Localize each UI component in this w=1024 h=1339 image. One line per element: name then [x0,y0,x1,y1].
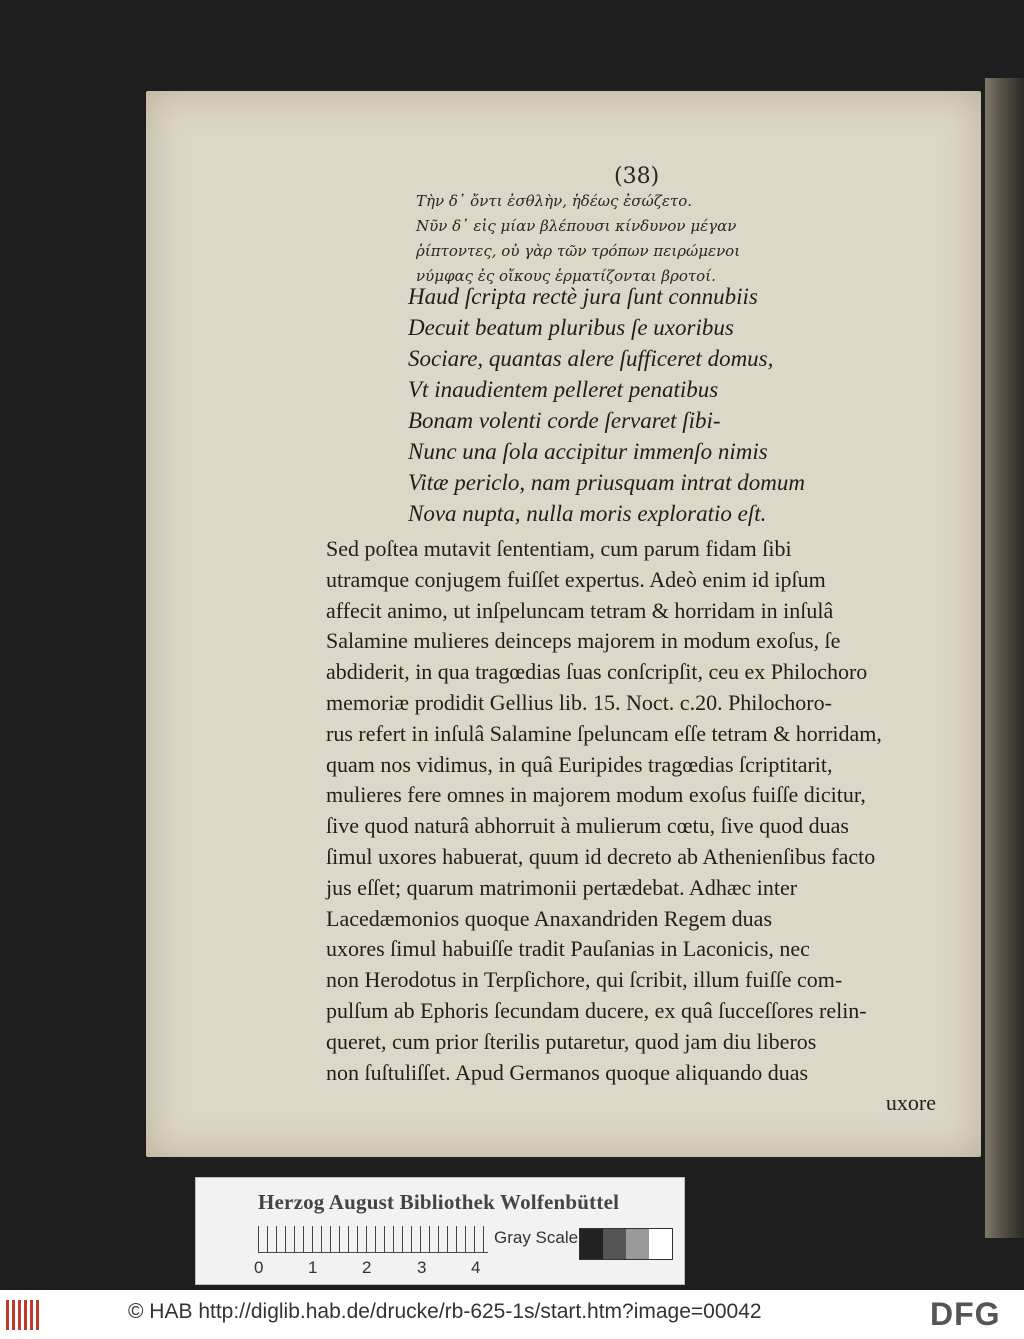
ruler-icon [258,1226,488,1252]
prose-line: abdiderit, in qua tragœdias ſuas conſcripſit, ceu ex Philochoro [326,659,868,685]
verse-line: Nunc una ſola accipitur immenſo nimis [408,439,768,464]
verse-line: Vt inaudientem pelleret penatibus [408,377,719,402]
page-number: (38) [614,164,660,189]
prose-line: mulieres fere omnes in majorem modum exoſus fuiſſe dicitur, [326,782,866,808]
ruler-number: 1 [308,1258,318,1277]
prose-line: Sed poſtea mutavit ſententiam, cum parum fidam ſibi [326,536,792,561]
ruler-number: 3 [417,1258,427,1277]
footer-bar [0,1290,1024,1339]
verse-line: Vitæ periclo, nam priusquam intrat domum [408,470,805,495]
greek-line: Τὴν δ᾽ ὄντι ἐσθλὴν, ἡδέως ἐσώζετο. [416,192,693,210]
verse-line: Bonam volenti corde ſervaret ſibi- [408,408,721,433]
ruler-number: 4 [471,1258,481,1277]
hab-logo-icon [6,1300,42,1330]
prose-line: ſimul uxores habuerat, quum id decreto ab Athenienſibus facto [326,843,876,869]
verse-line: Nova nupta, nulla moris exploratio eſt. [408,501,767,526]
dfg-logo: DFG [930,1296,1001,1332]
verse-line: Decuit beatum pluribus ſe uxoribus [408,315,734,340]
prose-line: queret, cum prior ſterilis putaretur, quod jam diu liberos [326,1028,817,1054]
prose-line: non ſuſtuliſſet. Apud Germanos quoque aliquando duas [326,1059,809,1085]
greek-line: Νῦν δ᾽ εἰς μίαν βλέπουσι κίνδυνον μέγαν [416,217,737,235]
ruler-baseline [258,1252,488,1253]
prose-line: affecit animo, ut inſpeluncam tetram & horridam in inſulâ [326,597,834,623]
prose-line: rus refert in inſulâ Salamine ſpeluncam eſſe tetram & horridam, [326,720,882,746]
prose-line: jus eſſet; quarum matrimonii pertædebat. Adhæc inter [326,874,798,900]
latin-verse-block [408,281,968,529]
verse-line: Sociare, quantas alere ſufficeret domus, [408,346,774,371]
prose-line: memoriæ prodidit Gellius lib. 15. Noct. c.20. Philochoro- [326,689,832,715]
prose-block [326,534,936,1119]
prose-line: ſive quod naturâ abhorruit à mulierum cœtu, ſive quod duas [326,813,849,839]
prose-line: quam nos vidimus, in quâ Euripides tragœdias ſcriptitarit, [326,751,833,777]
ruler-number: 2 [362,1258,372,1277]
book-page [146,91,981,1157]
swatch-black [580,1229,603,1259]
greek-verse-block [416,189,976,289]
grayscale-label: Gray Scale [494,1228,579,1247]
library-title: Herzog August Bibliothek Wolfenbüttel [258,1190,620,1214]
ruler-number: 0 [254,1258,264,1277]
swatch-dark-gray [603,1229,626,1259]
swatch-light-gray [626,1229,649,1259]
prose-line: Salamine mulieres deinceps majorem in modum exoſus, ſe [326,628,841,654]
footer-copyright-link[interactable]: © HAB http://diglib.hab.de/drucke/rb-625-1s/start.htm?image=00042 [128,1300,762,1323]
prose-line: Lacedæmonios quoque Anaxandriden Regem duas [326,905,773,931]
grayscale-swatches [579,1228,673,1260]
greek-line: ῥίπτοντες, οὐ γὰρ τῶν τρόπων πειρώμενοι [416,242,741,260]
prose-line: non Herodotus in Terpſichore, qui ſcribit, illum fuiſſe com- [326,967,843,993]
scale-card [195,1177,685,1285]
greek-line: νύμφας ἐς οἴκους ἑρματίζονται βροτοί. [416,267,716,285]
swatch-white [649,1229,672,1259]
prose-line: pulſum ab Ephoris ſecundam ducere, ex quâ ſucceſſores relin- [326,997,867,1023]
adjacent-page-edge [985,78,1024,1238]
prose-line: uxores ſimul habuiſſe tradit Pauſanias in Laconicis, nec [326,936,810,962]
catchword: uxore [885,1090,936,1116]
prose-line: utramque conjugem fuiſſet expertus. Adeò enim id ipſum [326,566,826,592]
verse-line: Haud ſcripta rectè jura ſunt connubiis [408,284,758,309]
